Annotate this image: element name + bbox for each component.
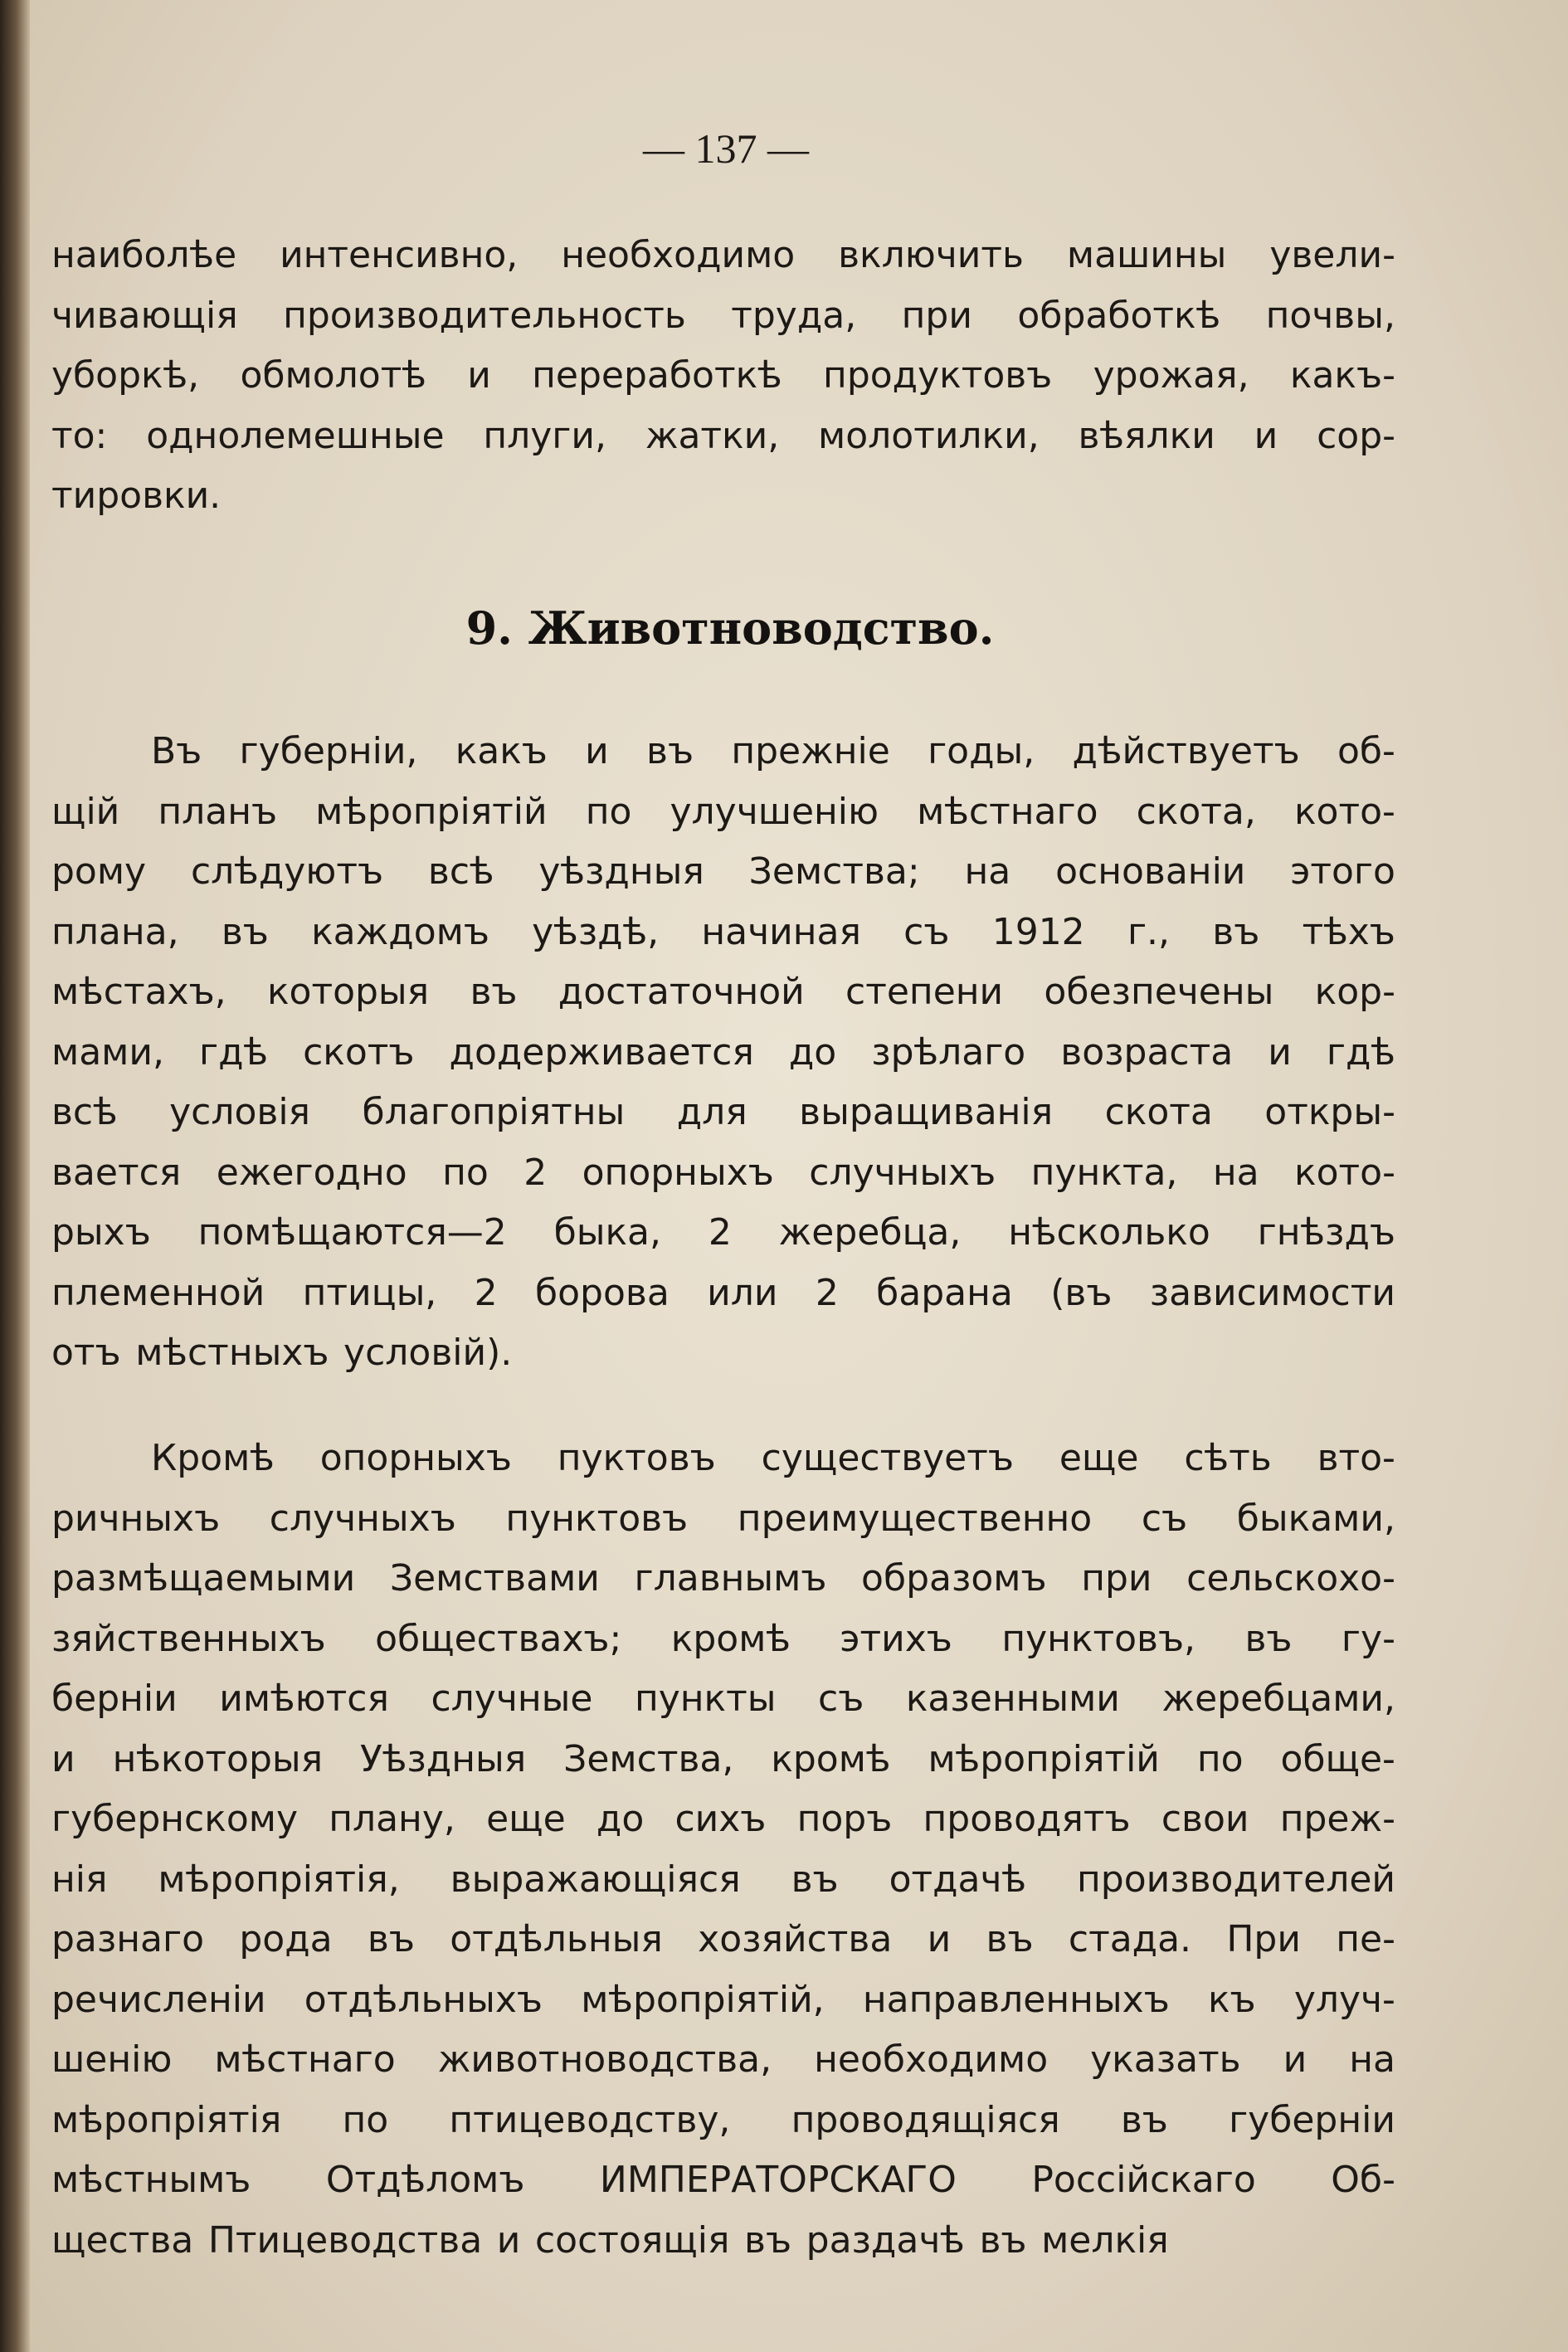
text-line: наиболѣе интенсивно, необходимо включить машины увели- bbox=[51, 234, 1395, 276]
text-line: чивающія производительность труда, при обработкѣ почвы, bbox=[51, 294, 1395, 337]
paragraph-top bbox=[51, 226, 1395, 527]
text-line: размѣщаемыми Земствами главнымъ образомъ при сельскохо- bbox=[51, 1557, 1395, 1600]
text-line: тировки. bbox=[51, 475, 222, 517]
text-line: речисленіи отдѣльныхъ мѣропріятій, направленныхъ къ улуч- bbox=[51, 1978, 1395, 2021]
text-line: вается ежегодно по 2 опорныхъ случныхъ пункта, на кото- bbox=[51, 1151, 1395, 1194]
text-line: берніи имѣются случные пункты съ казенными жеребцами, bbox=[51, 1678, 1395, 1720]
text-line: уборкѣ, обмолотѣ и переработкѣ продуктовъ урожая, какъ- bbox=[51, 354, 1395, 397]
text-line: щества Птицеводства и состоящія въ раздачѣ въ мелкія bbox=[51, 2218, 1169, 2262]
text-line: рыхъ помѣщаются—2 быка, 2 жеребца, нѣсколько гнѣздъ bbox=[51, 1211, 1395, 1254]
text-line: щій планъ мѣропріятій по улучшенію мѣстнаго скота, кото- bbox=[51, 790, 1395, 833]
text-line: плана, въ каждомъ уѣздѣ, начиная съ 1912 г., въ тѣхъ bbox=[51, 910, 1395, 953]
text-line: то: однолемешные плуги, жатки, молотилки, вѣялки и сор- bbox=[51, 414, 1395, 457]
text-line: мами, гдѣ скотъ додерживается до зрѣлаго возраста и гдѣ bbox=[51, 1030, 1395, 1074]
text-line: зяйственныхъ обществахъ; кромѣ этихъ пунктовъ, въ гу- bbox=[51, 1617, 1395, 1660]
text-line: мѣропріятія по птицеводству, проводящіяся въ губерніи bbox=[51, 2098, 1395, 2141]
section-heading: 9. Животноводство. bbox=[465, 601, 995, 655]
text-line: Кромѣ опорныхъ пуктовъ существуетъ еще сѣть вто- bbox=[151, 1437, 1395, 1479]
text-line: и нѣкоторыя Уѣздныя Земства, кромѣ мѣропріятій по обще- bbox=[51, 1737, 1395, 1780]
text-line: отъ мѣстныхъ условій). bbox=[51, 1332, 513, 1374]
text-line: рому слѣдуютъ всѣ уѣздныя Земства; на основаніи этого bbox=[51, 850, 1395, 893]
text-line: разнаго рода въ отдѣльныя хозяйства и въ стада. При пе- bbox=[51, 1918, 1395, 1960]
text-line: племенной птицы, 2 борова или 2 барана (въ зависимости bbox=[51, 1271, 1395, 1314]
text-line: Въ губерніи, какъ и въ прежніе годы, дѣйствуетъ об- bbox=[151, 730, 1395, 772]
book-spine-shadow bbox=[0, 0, 30, 2352]
text-line: губернскому плану, еще до сихъ поръ проводятъ свои преж- bbox=[51, 1798, 1395, 1840]
page-number: — 137 — bbox=[643, 125, 809, 172]
paragraph-1 bbox=[51, 722, 1395, 1384]
paragraph-2 bbox=[51, 1429, 1395, 2271]
text-line: шенію мѣстнаго животноводства, необходимо указать и на bbox=[51, 2038, 1395, 2081]
text-line: ричныхъ случныхъ пунктовъ преимущественно съ быками, bbox=[51, 1497, 1395, 1540]
text-line: нія мѣропріятія, выражающіяся въ отдачѣ производителей bbox=[51, 1858, 1395, 1901]
text-line: мѣстахъ, которыя въ достаточной степени обезпечены кор- bbox=[51, 971, 1395, 1013]
text-line: всѣ условія благопріятны для выращиванія скота откры- bbox=[51, 1091, 1395, 1133]
text-line: мѣстнымъ Отдѣломъ ИМПЕРАТОРСКАГО Россійскаго Об- bbox=[51, 2159, 1395, 2201]
